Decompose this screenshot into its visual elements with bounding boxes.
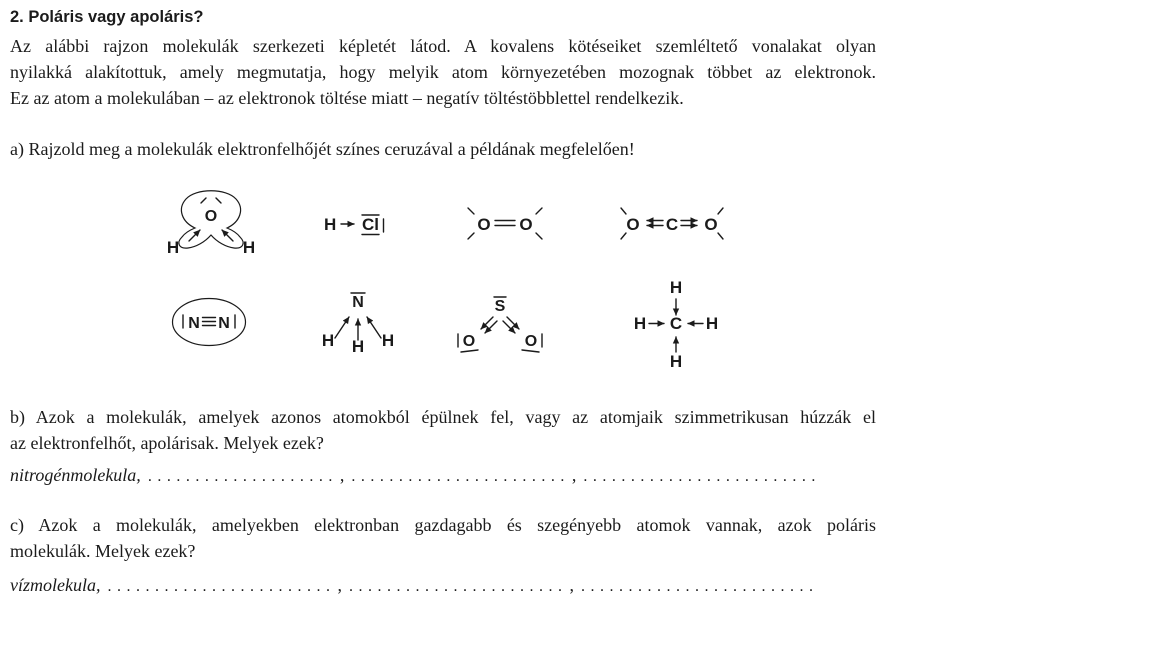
atom-label-o: O	[477, 215, 491, 234]
task-c-text	[10, 512, 876, 564]
answer-c-prefix: vízmolekula,	[10, 575, 101, 595]
answer-c-blank-1: ........................	[107, 578, 336, 595]
intro-line-3: Ez az atom a molekulában – az elektronok töltése miatt – negatív töltéstöbblettel rendelkezik.	[10, 88, 684, 108]
task-b-line-1: b) Azok a molekulák, amelyek azonos atomokból épülnek fel, vagy az atomjaik szimmetrikusan húzzák el	[10, 407, 876, 427]
atom-label-h: H	[669, 278, 683, 297]
atom-label-o: O	[204, 208, 218, 225]
answer-b-blank-2: .......................	[351, 468, 570, 485]
atom-label-h: H	[324, 215, 337, 234]
atom-label-h: H	[669, 352, 683, 370]
atom-label-cl: Cl	[362, 215, 379, 234]
double-bond	[495, 221, 515, 226]
intro-paragraph	[10, 33, 876, 111]
atom-label-o: O	[519, 215, 533, 234]
intro-line-1: Az alábbi rajzon molekulák szerkezeti képletét látod. A kovalens kötéseiket szemléltető vonalakat olyan	[10, 36, 876, 56]
answer-b-blank-3: .........................	[583, 468, 821, 485]
answer-line-b	[10, 462, 876, 490]
answer-c-blank-2: .......................	[348, 578, 568, 595]
molecule-hcl	[322, 202, 398, 244]
answer-c-blank-3: .........................	[580, 578, 819, 595]
atom-label-o: O	[524, 333, 538, 350]
molecule-o2	[462, 199, 548, 245]
atom-label-h: H	[705, 314, 719, 333]
atom-label-h: H	[242, 238, 256, 257]
atom-label-n: N	[218, 315, 230, 332]
atom-label-c: C	[669, 314, 683, 333]
task-b-text	[10, 404, 876, 456]
atom-label-n: N	[188, 315, 200, 332]
atom-label-s: S	[494, 298, 506, 315]
page-title: 2. Poláris vagy apoláris?	[10, 8, 204, 26]
task-c-line-1: c) Azok a molekulák, amelyekben elektronban gazdagabb és szegényebb atomok vannak, azok poláris	[10, 515, 876, 535]
atom-label-o: O	[626, 215, 640, 234]
task-a-text: a) Rajzold meg a molekulák elektronfelhőjét színes ceruzával a példának megfelelően!	[10, 139, 635, 159]
lone-pair-marks	[201, 198, 221, 203]
atom-label-h: H	[321, 331, 335, 350]
task-c-line-2: molekulák. Melyek ezek?	[10, 541, 196, 561]
separator-comma: ,	[571, 465, 577, 485]
atom-label-h: H	[166, 238, 180, 257]
answer-b-prefix: nitrogénmolekula,	[10, 465, 141, 485]
molecule-n2-example	[169, 296, 249, 348]
polarity-double-arrows	[481, 317, 519, 333]
atom-label-c: C	[665, 215, 679, 234]
task-b-line-2: az elektronfelhőt, apolárisak. Melyek ezek?	[10, 433, 324, 453]
separator-comma: ,	[337, 575, 342, 595]
answer-line-c	[10, 572, 876, 600]
atom-label-h: H	[633, 314, 647, 333]
separator-comma: ,	[339, 465, 345, 485]
atom-label-n: N	[352, 294, 364, 311]
answer-b-blank-1: ....................	[147, 468, 338, 485]
atom-label-h: H	[381, 331, 395, 350]
intro-line-2: nyilakká alakítottuk, amely megmutatja, hogy melyik atom környezetében mozognak többet az elektronok.	[10, 62, 876, 82]
separator-comma: ,	[569, 575, 574, 595]
atom-label-o: O	[462, 333, 476, 350]
atom-label-h: H	[351, 337, 365, 356]
molecule-so2	[454, 292, 546, 356]
molecule-water-example	[163, 185, 268, 263]
atom-label-o: O	[704, 215, 718, 234]
molecule-ch4	[628, 276, 724, 370]
triple-bond	[203, 318, 216, 326]
polarity-arrows	[335, 317, 381, 340]
molecule-nh3	[318, 288, 398, 356]
molecule-co2	[619, 199, 727, 245]
